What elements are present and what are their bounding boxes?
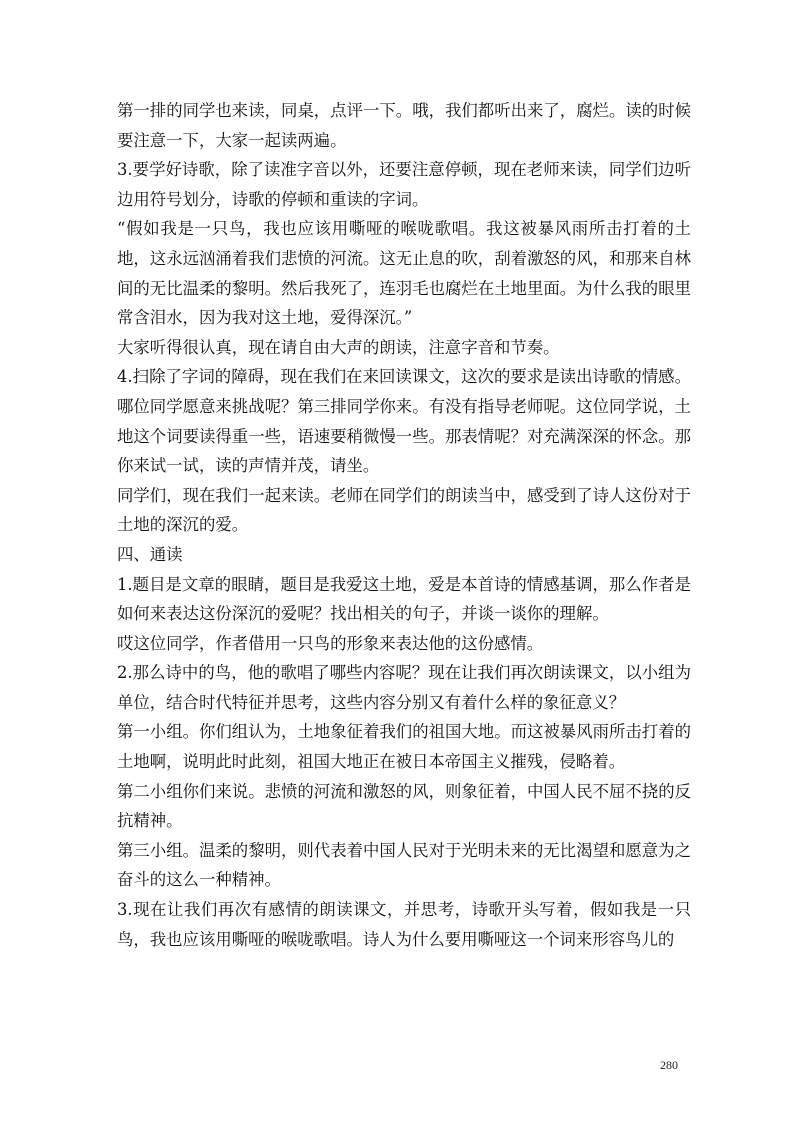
paragraph: 3.现在让我们再次有感情的朗读课文，并思考，诗歌开头写着，假如我是一只鸟，我也应该用嘶哑的喉咙歌唱。诗人为什么要用嘶哑这一个词来形容鸟儿的 bbox=[117, 900, 691, 949]
paragraph: 大家听得很认真，现在请自由大声的朗读，注意字音和节奏。 bbox=[117, 337, 560, 357]
paragraph: 3.要学好诗歌，除了读准字音以外，还要注意停顿，现在老师来读，同学们边听边用符号划分，诗歌的停顿和重读的字词。 bbox=[117, 160, 691, 209]
poem-quote-paragraph: “假如我是一只鸟，我也应该用嘶哑的喉咙歌唱。我这被暴风雨所击打着的土地，这永远汹涌着我们悲愤的河流。这无止息的吹，刮着激怒的风，和那来自林间的无比温柔的黎明。然后我死了，连羽毛也腐烂在土地里面。为什么我的眼里常含泪水，因为我对这土地，爱得深沉。” bbox=[117, 219, 691, 328]
paragraph: 哎这位同学，作者借用一只鸟的形象来表达他的这份感情。 bbox=[117, 633, 544, 653]
paragraph: 4.扫除了字词的障碍，现在我们在来回读课文，这次的要求是读出诗歌的情感。哪位同学愿意来挑战呢？第三排同学你来。有没有指导老师呢。这位同学说，土地这个词要读得重一些，语速要稍微慢一些。那表情呢？对充满深深的怀念。那你来试一试，读的声情并茂，请坐。 bbox=[117, 367, 691, 476]
paragraph: 2.那么诗中的鸟，他的歌唱了哪些内容呢？现在让我们再次朗读课文，以小组为单位，结合时代特征并思考，这些内容分别又有着什么样的象征意义？ bbox=[117, 663, 691, 712]
paragraph: 第一排的同学也来读，同桌，点评一下。哦，我们都听出来了，腐烂。读的时候要注意一下，大家一起读两遍。 bbox=[117, 101, 691, 150]
paragraph: 同学们，现在我们一起来读。老师在同学们的朗读当中，感受到了诗人这份对于土地的深沉的爱。 bbox=[117, 485, 691, 535]
paragraph: 第二小组你们来说。悲愤的河流和激怒的风，则象征着，中国人民不屈不挠的反抗精神。 bbox=[117, 781, 691, 831]
paragraph: 第一小组。你们组认为，土地象征着我们的祖国大地。而这被暴风雨所击打着的土地啊，说明此时此刻，祖国大地正在被日本帝国主义摧残，侵略着。 bbox=[117, 722, 691, 772]
page-number: 280 bbox=[660, 1058, 678, 1072]
section-heading: 四、通读 bbox=[117, 544, 183, 564]
paragraph: 第三小组。温柔的黎明，则代表着中国人民对于光明未来的无比渴望和愿意为之奋斗的这么一种精神。 bbox=[117, 840, 691, 890]
document-body bbox=[117, 96, 691, 954]
paragraph: 1.题目是文章的眼睛，题目是我爱这土地，爱是本首诗的情感基调，那么作者是如何来表达这份深沉的爱呢？找出相关的句子，并谈一谈你的理解。 bbox=[117, 574, 691, 624]
